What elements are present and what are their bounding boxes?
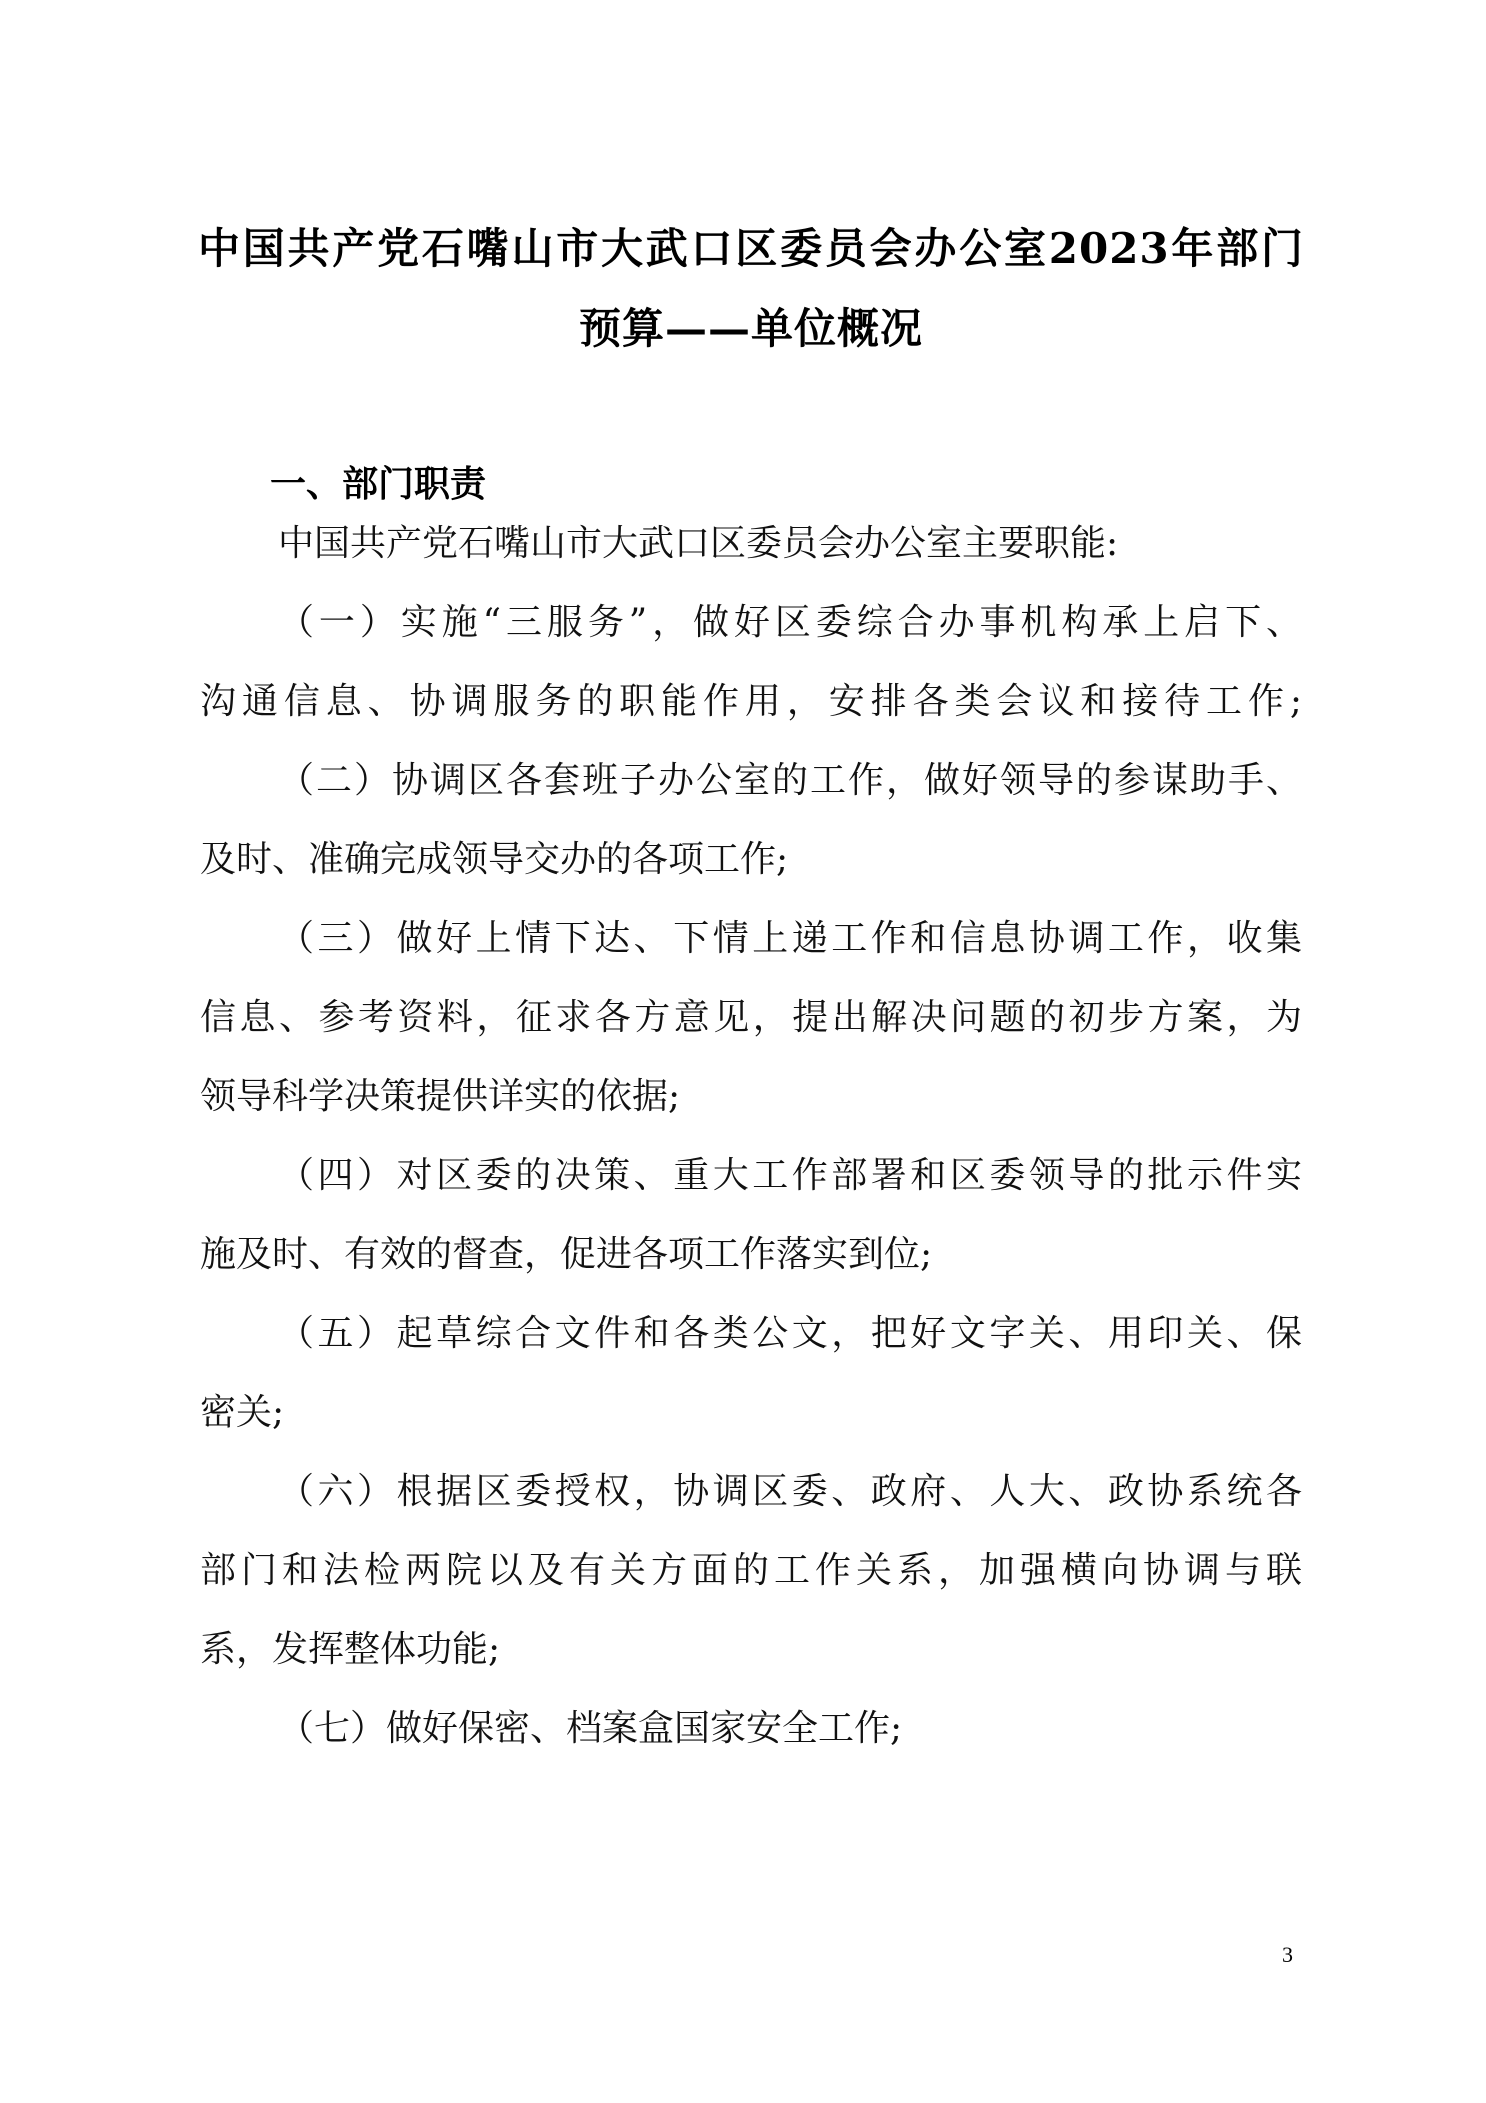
body-line: 系，发挥整体功能;: [200, 1629, 501, 1670]
body-line: （六）根据区委授权，协调区委、政府、人大、政协系统各: [278, 1471, 1302, 1512]
body-line: （三）做好上情下达、下情上递工作和信息协调工作，收集: [278, 918, 1302, 959]
body-line: （二）协调区各套班子办公室的工作，做好领导的参谋助手、: [278, 760, 1302, 801]
body-line: （一）实施“三服务”，做好区委综合办事机构承上启下、: [278, 602, 1302, 643]
body-line: 部门和法检两院以及有关方面的工作关系，加强横向协调与联: [200, 1550, 1302, 1591]
body-line: 领导科学决策提供详实的依据;: [200, 1076, 681, 1117]
body-line: 信息、参考资料，征求各方意见，提出解决问题的初步方案，为: [200, 997, 1302, 1038]
body-line: 密关;: [200, 1392, 285, 1433]
section-heading: 一、部门职责: [270, 463, 487, 505]
body-line: 施及时、有效的督查，促进各项工作落实到位;: [200, 1234, 933, 1275]
document-title-line-1: 中国共产党石嘴山市大武口区委员会办公室2023年部门: [198, 224, 1304, 273]
body-line: （七）做好保密、档案盒国家安全工作;: [278, 1708, 903, 1749]
body-line: 中国共产党石嘴山市大武口区委员会办公室主要职能:: [278, 523, 1119, 564]
page-number: 3: [1282, 1942, 1293, 1967]
body-line: （五）起草综合文件和各类公文，把好文字关、用印关、保: [278, 1313, 1302, 1354]
body-line: 及时、准确完成领导交办的各项工作;: [200, 839, 789, 880]
body-line: （四）对区委的决策、重大工作部署和区委领导的批示件实: [278, 1155, 1302, 1196]
body-line: 沟通信息、协调服务的职能作用，安排各类会议和接待工作;: [200, 681, 1302, 722]
document-title-line-2: 预算——单位概况: [578, 304, 923, 353]
